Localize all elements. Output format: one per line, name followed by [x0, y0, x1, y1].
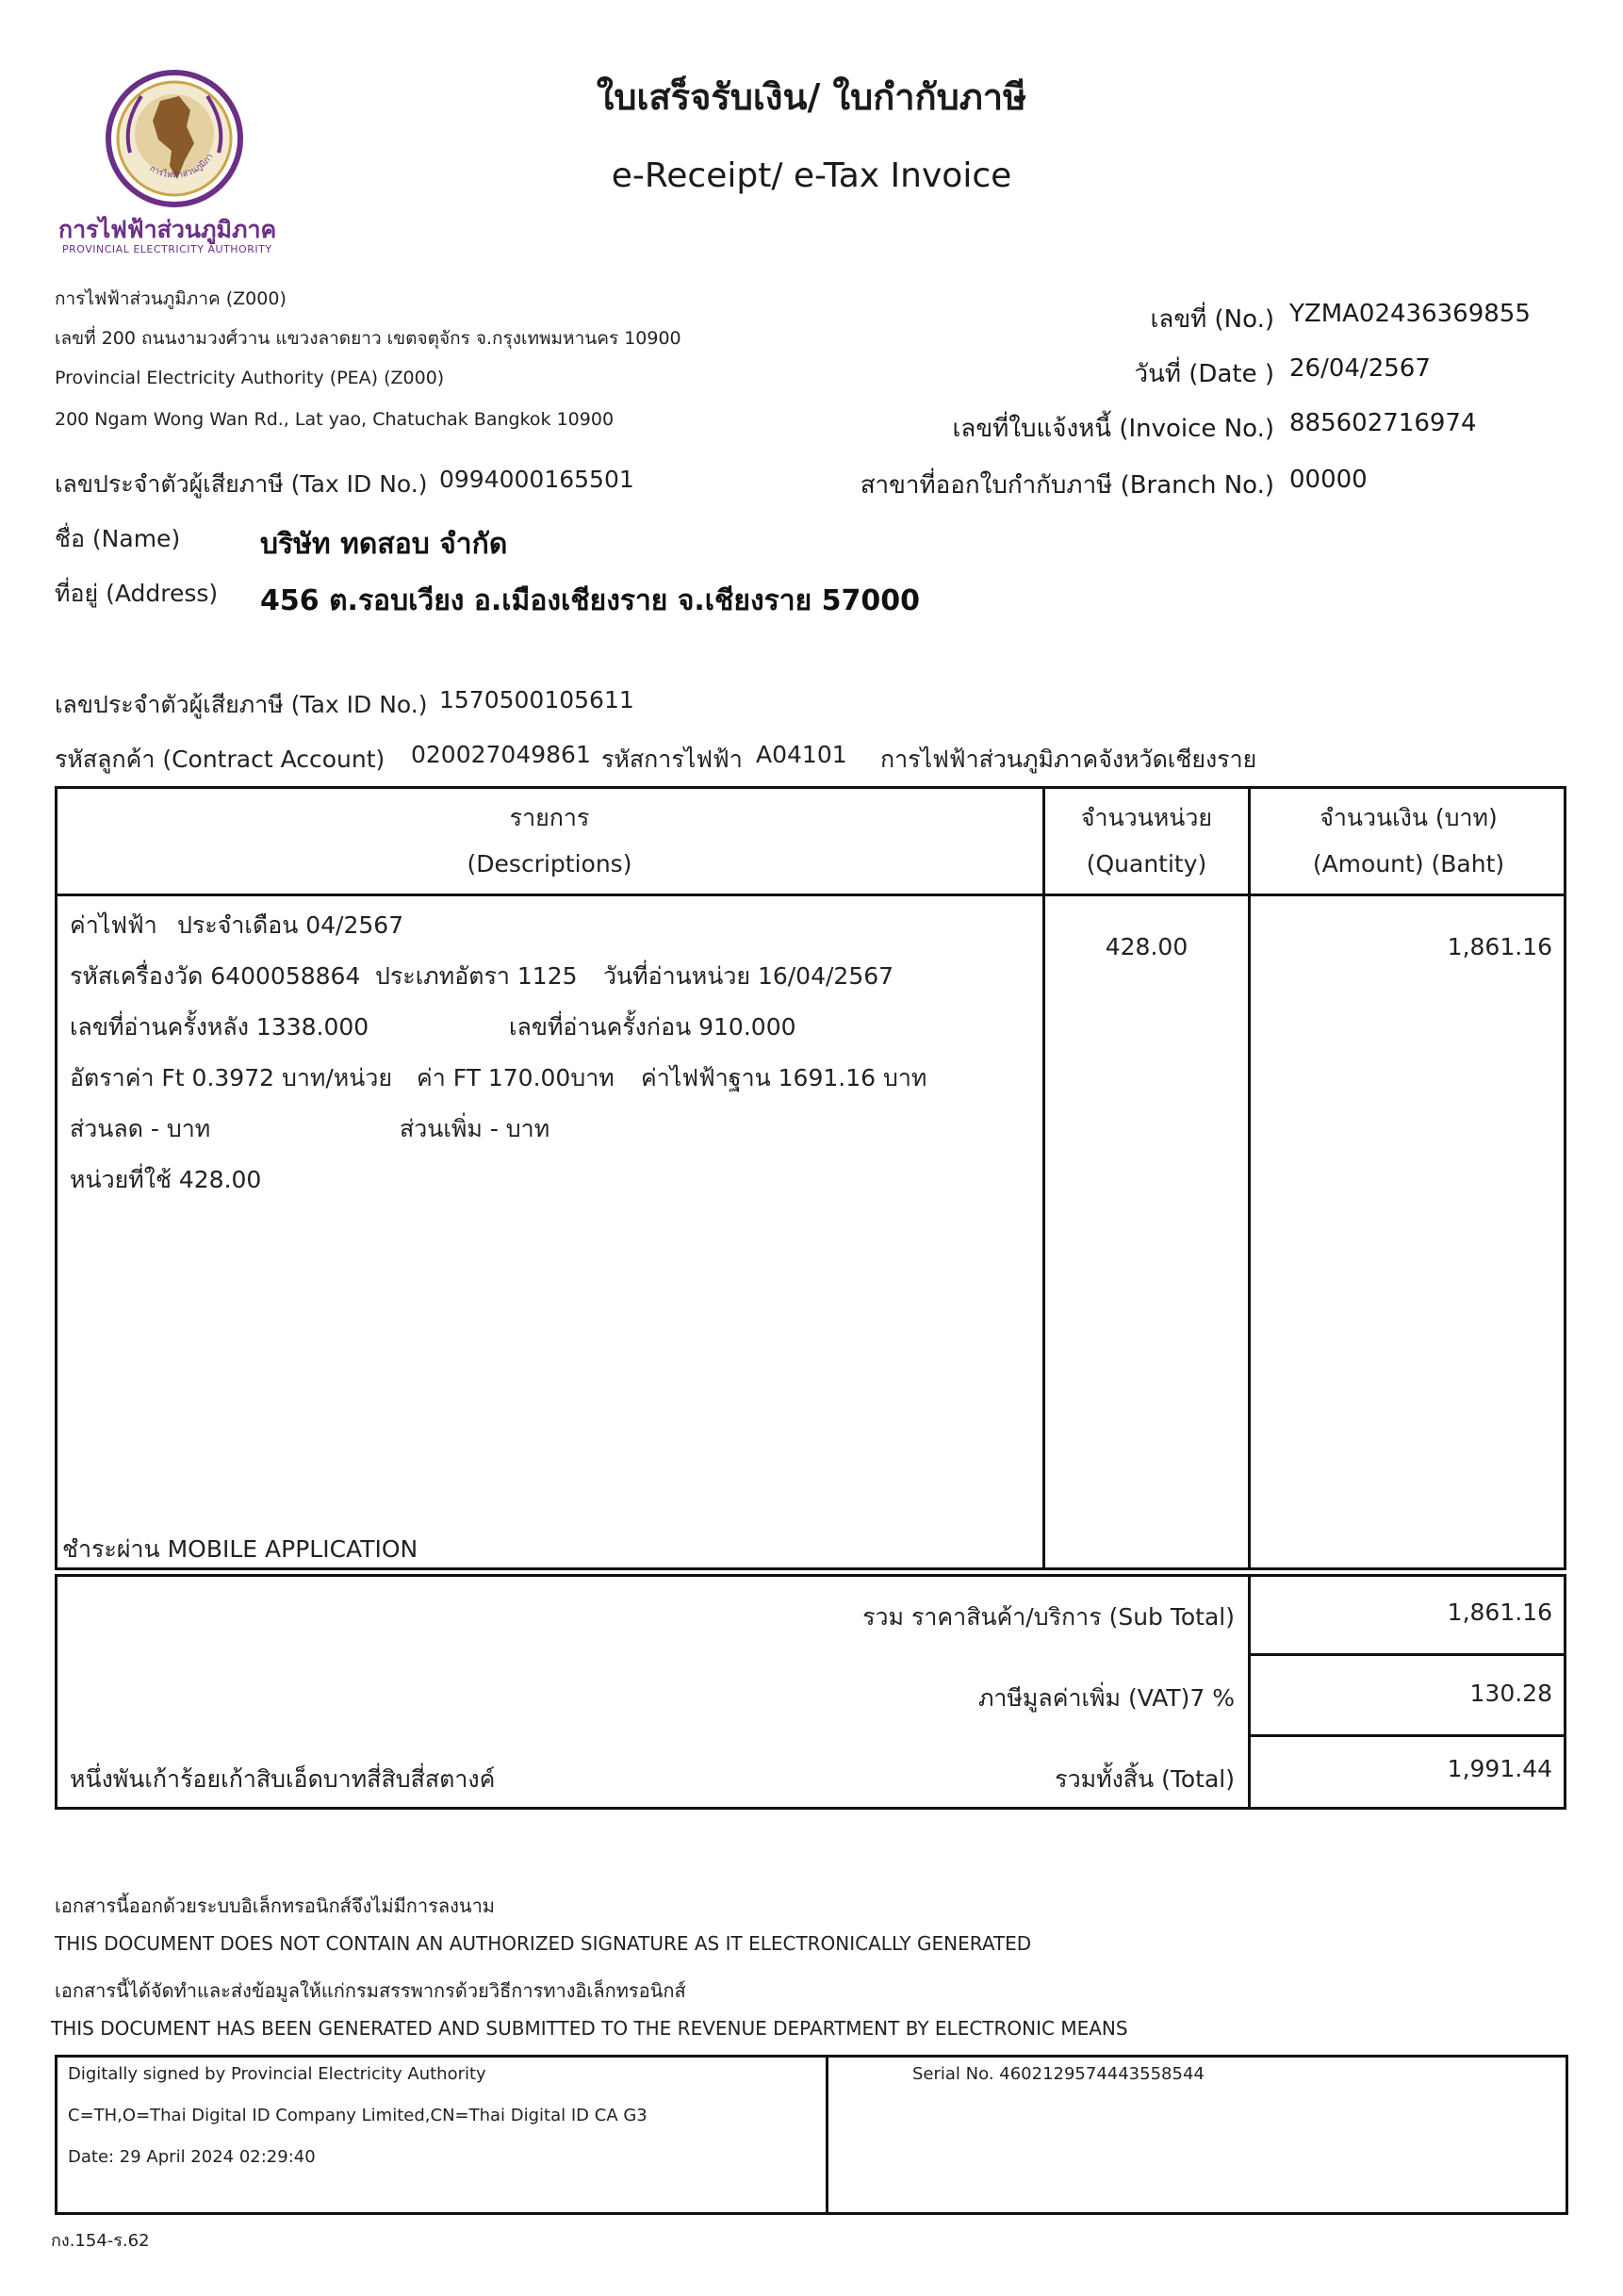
- logo-text-english: PROVINCIAL ELECTRICITY AUTHORITY: [62, 243, 272, 255]
- doc-date: 26/04/2567: [1289, 354, 1431, 383]
- desc-line-3-a: เลขที่อ่านครั้งหลัง 1338.000: [70, 1013, 369, 1041]
- total-label: รวมทั้งสิ้น (Total): [1055, 1765, 1235, 1793]
- customer-name-label: ชื่อ (Name): [55, 525, 181, 552]
- desc-line-4-a: อัตราค่า Ft 0.3972 บาท/หน่วย: [70, 1064, 393, 1091]
- header-qty-english: (Quantity): [1086, 850, 1207, 877]
- svg-text:การไฟฟ้าส่วนภูมิภาค: การไฟฟ้าส่วนภูมิภา: [147, 152, 216, 181]
- title-thai: ใบเสร็จรับเงิน/ ใบกำกับภาษี: [596, 76, 1027, 118]
- branch-no-label: สาขาที่ออกใบกำกับภาษี (Branch No.): [860, 471, 1274, 500]
- issuer-tax-id: 0994000165501: [439, 466, 634, 493]
- issuer-address-thai: เลขที่ 200 ถนนงามวงศ์วาน แขวงลาดยาว เขตจตุจักร จ.กรุงเทพมหานคร 10900: [55, 328, 681, 349]
- pea-emblem-icon: [104, 68, 245, 209]
- item-quantity: 428.00: [1105, 933, 1189, 960]
- elec-code-label: รหัสการไฟฟ้า: [601, 746, 743, 773]
- vat-amount: 130.28: [1469, 1680, 1552, 1707]
- title-english: e-Receipt/ e-Tax Invoice: [611, 156, 1012, 195]
- header-amount-thai: จำนวนเงิน (บาท): [1320, 804, 1498, 831]
- total-in-words: หนึ่งพันเก้าร้อยเก้าสิบเอ็ดบาทสี่สิบสี่สตางค์: [70, 1765, 496, 1793]
- form-code: กง.154-ร.62: [51, 2231, 150, 2251]
- subtotal-label: รวม ราคาสินค้า/บริการ (Sub Total): [862, 1603, 1235, 1631]
- pea-office: การไฟฟ้าส่วนภูมิภาคจังหวัดเชียงราย: [880, 746, 1257, 773]
- totals-divider-1: [1248, 1653, 1566, 1656]
- invoice-no-label: เลขที่ใบแจ้งหนี้ (Invoice No.): [952, 415, 1274, 443]
- footer-note-1-thai: เอกสารนี้ออกด้วยระบบอิเล็กทรอนิกส์จึงไม่มีการลงนาม: [55, 1894, 495, 1917]
- doc-no: YZMA02436369855: [1289, 300, 1531, 328]
- desc-line-4-b: ค่า FT 170.00บาท: [417, 1064, 615, 1091]
- signature-line-1: Digitally signed by Provincial Electricity Authority: [68, 2064, 486, 2084]
- items-table: [55, 786, 1566, 1570]
- branch-no: 00000: [1289, 466, 1368, 494]
- signature-date: Date: 29 April 2024 02:29:40: [68, 2147, 316, 2167]
- invoice-no: 885602716974: [1289, 409, 1477, 437]
- total-amount: 1,991.44: [1447, 1755, 1552, 1782]
- header-desc-english: (Descriptions): [467, 850, 632, 877]
- customer-address-label: ที่อยู่ (Address): [55, 580, 219, 607]
- subtotal-amount: 1,861.16: [1447, 1599, 1552, 1626]
- desc-line-6: หน่วยที่ใช้ 428.00: [70, 1166, 262, 1193]
- elec-code: A04101: [756, 741, 847, 768]
- desc-line-2-c: วันที่อ่านหน่วย 16/04/2567: [603, 962, 894, 990]
- desc-line-1-a: ค่าไฟฟ้า: [70, 911, 157, 939]
- desc-line-2-a: รหัสเครื่องวัด 6400058864: [70, 962, 361, 990]
- doc-date-label: วันที่ (Date ): [1134, 360, 1274, 388]
- customer-address: 456 ต.รอบเวียง อ.เมืองเชียงราย จ.เชียงราย 57000: [260, 584, 920, 617]
- desc-line-2-b: ประเภทอัตรา 1125: [375, 962, 578, 990]
- totals-divider-2: [1248, 1734, 1566, 1737]
- contract-account: 020027049861: [411, 741, 591, 768]
- logo-text-thai: การไฟฟ้าส่วนภูมิภาค: [58, 216, 277, 243]
- footer-note-1-english: THIS DOCUMENT DOES NOT CONTAIN AN AUTHORIZED SIGNATURE AS IT ELECTRONICALLY GENERATED: [55, 1932, 1032, 1955]
- desc-line-1-b: ประจำเดือน 04/2567: [177, 911, 404, 939]
- doc-no-label: เลขที่ (No.): [1150, 305, 1274, 334]
- customer-name: บริษัท ทดสอบ จำกัด: [260, 528, 508, 561]
- payment-method: ชำระผ่าน MOBILE APPLICATION: [62, 1535, 418, 1563]
- item-amount: 1,861.16: [1447, 933, 1552, 960]
- customer-tax-id-label: เลขประจำตัวผู้เสียภาษี (Tax ID No.): [55, 691, 428, 718]
- items-table-divider-2: [1248, 786, 1251, 1570]
- desc-line-5-a: ส่วนลด - บาท: [70, 1115, 211, 1142]
- issuer-name-thai: การไฟฟ้าส่วนภูมิภาค (Z000): [55, 288, 287, 309]
- signature-box-divider: [826, 2055, 828, 2215]
- footer-note-2-thai: เอกสารนี้ได้จัดทำและส่งข้อมูลให้แก่กรมสรรพากรด้วยวิธีการทางอิเล็กทรอนิกส์: [55, 1979, 686, 2002]
- customer-tax-id: 1570500105611: [439, 686, 634, 713]
- signature-line-2: C=TH,O=Thai Digital ID Company Limited,CN=Thai Digital ID CA G3: [68, 2106, 648, 2125]
- desc-line-4-c: ค่าไฟฟ้าฐาน 1691.16 บาท: [641, 1064, 927, 1091]
- items-table-header-divider: [55, 894, 1566, 896]
- items-table-divider-1: [1042, 786, 1045, 1570]
- desc-line-3-b: เลขที่อ่านครั้งก่อน 910.000: [509, 1013, 796, 1041]
- desc-line-5-b: ส่วนเพิ่ม - บาท: [400, 1115, 550, 1142]
- issuer-address-english: 200 Ngam Wong Wan Rd., Lat yao, Chatuchak Bangkok 10900: [55, 409, 615, 430]
- footer-note-2-english: THIS DOCUMENT HAS BEEN GENERATED AND SUBMITTED TO THE REVENUE DEPARTMENT BY ELECTRONIC MEANS: [51, 2017, 1128, 2040]
- pea-logo: [104, 68, 245, 209]
- contract-account-label: รหัสลูกค้า (Contract Account): [55, 746, 385, 773]
- header-qty-thai: จำนวนหน่วย: [1080, 804, 1213, 831]
- header-desc-thai: รายการ: [509, 804, 590, 831]
- issuer-tax-id-label: เลขประจำตัวผู้เสียภาษี (Tax ID No.): [55, 470, 428, 498]
- issuer-name-english: Provincial Electricity Authority (PEA) (Z000): [55, 368, 445, 388]
- serial-number: Serial No. 4602129574443558544: [912, 2064, 1205, 2084]
- vat-label: ภาษีมูลค่าเพิ่ม (VAT)7 %: [977, 1684, 1235, 1712]
- header-amount-english: (Amount) (Baht): [1312, 850, 1505, 877]
